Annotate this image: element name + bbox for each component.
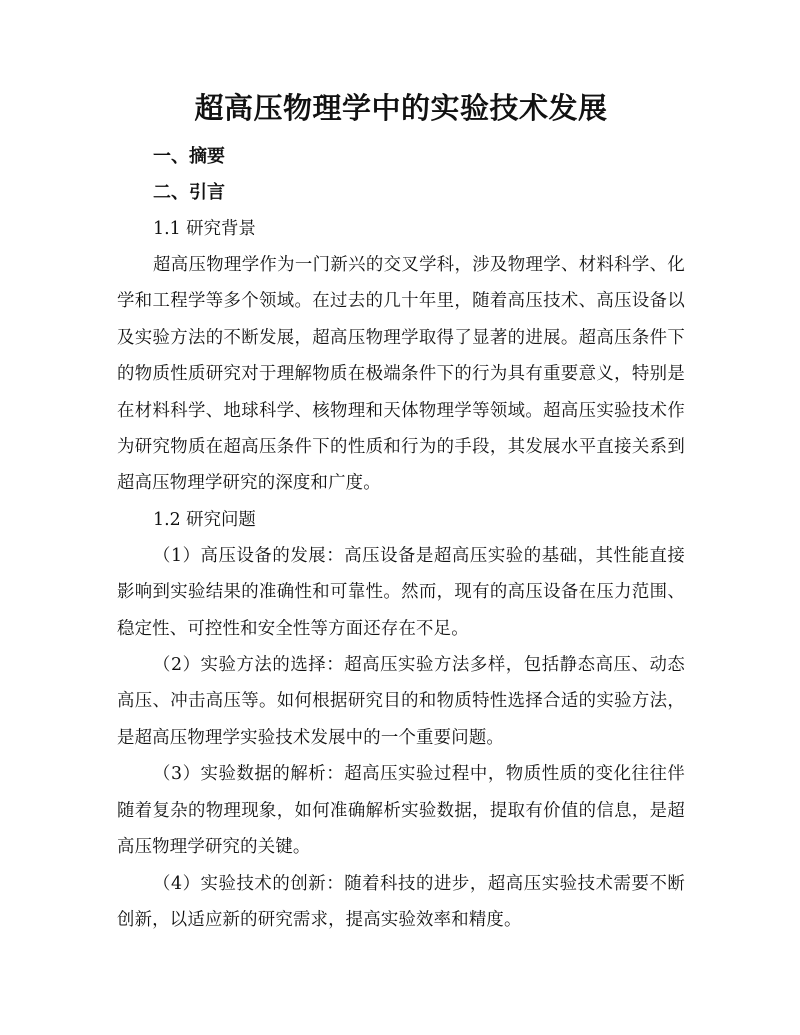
subsection-heading-background: 1.1 研究背景 <box>153 219 256 239</box>
problem-item-3: （3）实验数据的解析：超高压实验过程中，物质性质的变化往往伴随着复杂的物理现象，如何准确解析实验数据，提取有价值的信息，是超高压物理学研究的关键。 <box>117 764 685 858</box>
subsection-heading-problems: 1.2 研究问题 <box>153 509 256 530</box>
problem-item-1: （1）高压设备的发展：高压设备是超高压实验的基础，其性能直接影响到实验结果的准确性和可靠性。然而，现有的高压设备在压力范围、稳定性、可控性和安全性等方面还存在不足。 <box>117 545 685 639</box>
problem-item-2: （2）实验方法的选择：超高压实验方法多样，包括静态高压、动态高压、冲击高压等。如何根据研究目的和物质特性选择合适的实验方法，是超高压物理学实验技术发展中的一个重要问题。 <box>117 655 685 748</box>
document-page <box>117 88 685 938</box>
document-title: 超高压物理学中的实验技术发展 <box>194 91 608 125</box>
problem-item-4: （4）实验技术的创新：随着科技的进步，超高压实验技术需要不断创新，以适应新的研究需求，提高实验效率和精度。 <box>117 873 685 930</box>
background-paragraph: 超高压物理学作为一门新兴的交叉学科，涉及物理学、材料科学、化学和工程学等多个领域。在过去的几十年里，随着高压技术、高压设备以及实验方法的不断发展，超高压物理学取得了显著的进展。超高压条件下的物质性质研究对于理解物质在极端条件下的行为具有重要意义，特别是在材料科学、地球科学、核物理和天体物理学等领域。超高压实验技术作为研究物质在超高压条件下的性质和行为的手段，其发展水平直接关系到超高压物理学研究的深度和广度。 <box>117 255 685 494</box>
section-heading-abstract: 一、摘要 <box>153 146 225 167</box>
section-heading-introduction: 二、引言 <box>153 182 225 203</box>
